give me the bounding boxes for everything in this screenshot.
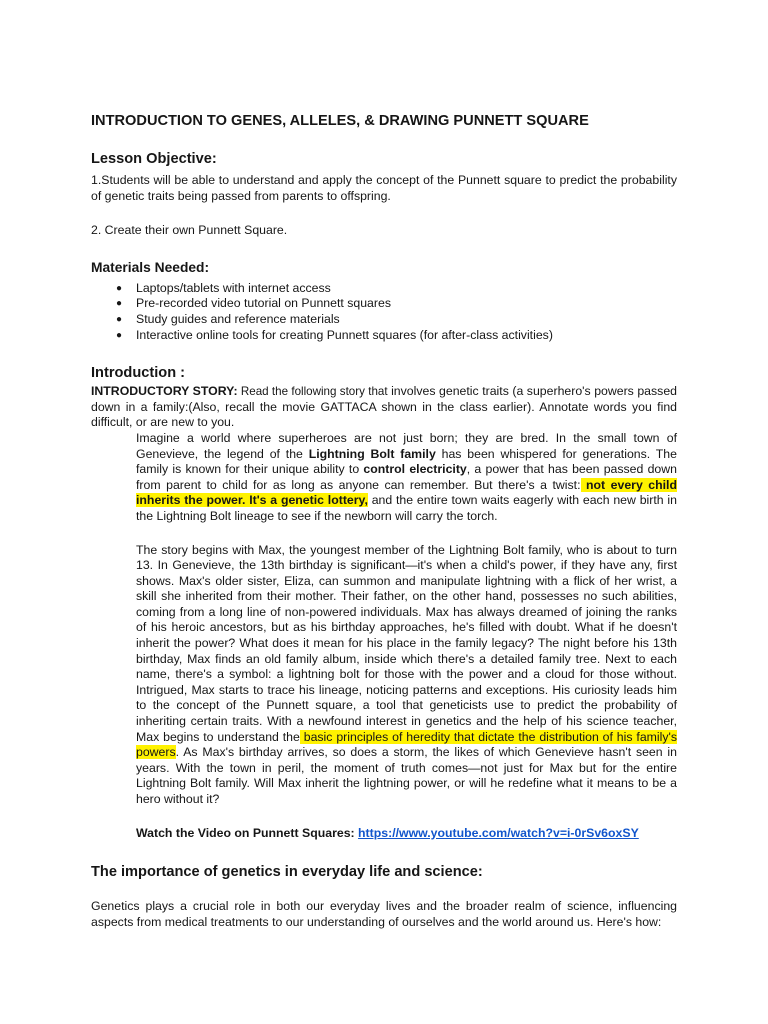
- highlighted-text: basic principles of heredity that dictate the distribution of his family's powers: [136, 729, 678, 760]
- text-run: Imagine a world where superheroes are not just born; they are bred. In the small town of Genevieve, the legend of the: [136, 430, 677, 461]
- text-run: . As Max's birthday arrives, so does a storm, the likes of which Genevieve hasn't seen in years. With the town in peril, the moment of truth comes—not just for Max but for the entire Lightning Bolt family. Will Max inherit the lightning power, or will he redefine what it means to be a hero without it?: [136, 745, 677, 806]
- text-run: has been whispered for generations. The family is known for their unique ability to: [136, 446, 677, 477]
- materials-list-item: ● Pre-recorded video tutorial on Punnett squares: [136, 296, 677, 312]
- objective-item: 2. Create their own Punnett Square.: [91, 223, 288, 238]
- importance-paragraph: Genetics plays a crucial role in both our everyday lives and the broader realm of science, influencing aspects from medical treatments to our understanding of ourselves and the world around us. Here's how:: [91, 899, 677, 929]
- text-run: and the entire town waits eagerly with each new birth in the Lightning Bolt lineage to see if the newborn will carry the torch.: [136, 493, 678, 523]
- video-label: Watch the Video on Punnett Squares:: [136, 825, 359, 840]
- materials-list-item: ● Laptops/tablets with internet access: [136, 281, 677, 297]
- bold-text: Lightning Bolt family: [308, 446, 436, 461]
- story-paragraph: [136, 543, 677, 808]
- introductory-story-instructions: [91, 384, 677, 431]
- text-run: involves genetic traits (a superhero's powers passed down in a family:(Also, recall the movie GATTACA shown in the class earlier). Annotate words you find difficult, or are new to you.: [91, 384, 677, 430]
- lesson-objective-heading: Lesson Objective:: [91, 151, 217, 167]
- document-title: INTRODUCTION TO GENES, ALLELES, & DRAWING PUNNETT SQUARE: [91, 113, 589, 129]
- materials-list: [91, 281, 677, 343]
- text-run: Read the following story that: [237, 385, 388, 399]
- bold-text: INTRODUCTORY STORY:: [91, 384, 238, 399]
- text-run: The story begins with Max, the youngest member of the Lightning Bolt family, who is about to turn 13. In Genevieve, the 13th birthday is significant—it's when a child's power, if they have any, first shows. Max's older sister, Eliza, can summon and manipulate lightning with a flick of her wrist, a skill she inherited from their mother. Their father, on the other hand, possesses no such abilities, coming from a long line of non-powered individuals. Max has always dreamed of joining the ranks of his heroic ancestors, but as his birthday approaches, he's filled with doubt. What if he doesn't inherit the power? What does it mean for his place in the family legacy? The night before his 13th birthday, Max finds an old family album, inside which there's a detailed family tree. Next to each name, there's a symbol: a lightning bolt for those with the power and a cloud for those without. Intrigued, Max starts to trace his lineage, noticing patterns and exceptions. His curiosity leads him to the concept of the Punnett square, a tool that geneticists use to predict the probability of inheriting certain traits. With a newfound interest in genetics and the help of his science teacher, Max begins to understand the: [136, 542, 677, 744]
- importance-heading: The importance of genetics in everyday life and science:: [91, 864, 483, 881]
- story-paragraph: [136, 431, 677, 525]
- materials-list-item: ● Interactive online tools for creating Punnett squares (for after-class activities): [136, 328, 677, 344]
- materials-heading: Materials Needed:: [91, 259, 210, 275]
- document-content: [91, 112, 677, 930]
- materials-list-item: ● Study guides and reference materials: [136, 312, 677, 328]
- bold-text: control electricity: [363, 462, 467, 477]
- video-link[interactable]: https://www.youtube.com/watch?v=i-0rSv6oxSY: [358, 825, 639, 840]
- highlighted-text: not every child inherits the power. It's a genetic lottery,: [136, 477, 677, 508]
- video-line: [136, 826, 677, 842]
- introduction-heading: Introduction :: [91, 365, 186, 382]
- text-run: , a power that has been passed down from parent to child for as long as anyone can remember. But there's a twist:: [136, 462, 677, 492]
- objective-item: 1.Students will be able to understand and apply the concept of the Punnett square to predict the probability of genetic traits being passed from parents to offspring.: [91, 173, 677, 203]
